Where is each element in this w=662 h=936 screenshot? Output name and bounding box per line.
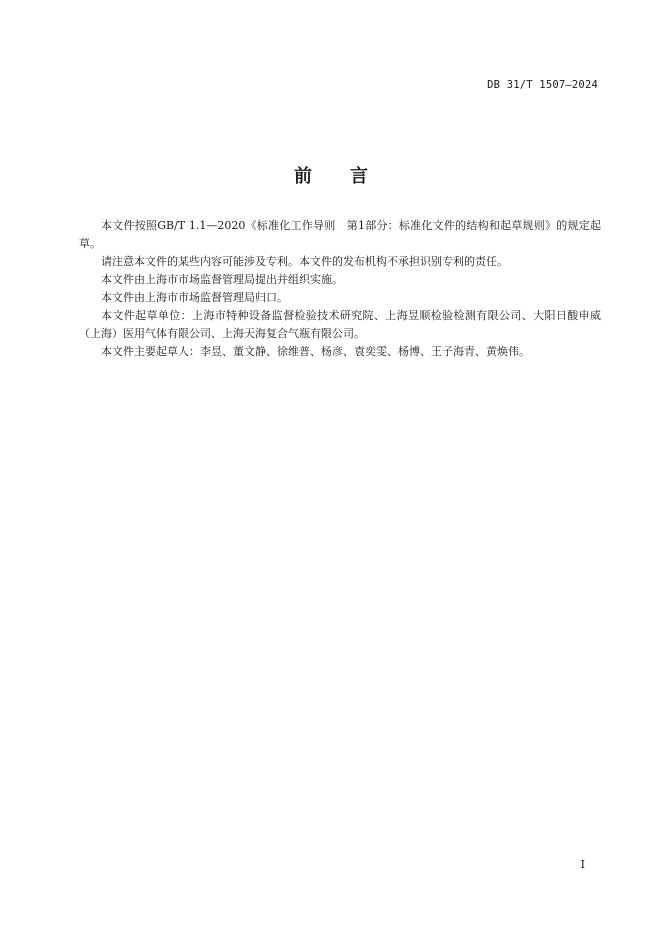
page-number: I xyxy=(580,858,585,871)
paragraph-drafting-basis: 本文件按照GB/T 1.1—2020《标准化工作导则 第1部分：标准化文件的结构和起草规则》的规定起草。 xyxy=(79,219,601,250)
title-char-2: 言 xyxy=(350,166,368,187)
title-char-1: 前 xyxy=(294,166,312,187)
paragraph-patent-notice: 请注意本文件的某些内容可能涉及专利。本文件的发布机构不承担识别专利的责任。 xyxy=(101,255,508,268)
paragraph-drafting-units: 本文件起草单位：上海市特种设备监督检验技术研究院、上海昱顺检验检测有限公司、大阳日酸申威（上海）医用气体有限公司、上海天海复合气瓶有限公司。 xyxy=(79,309,601,340)
paragraph-drafters: 本文件主要起草人：李昱、董文静、徐维普、杨彦、袁奕雯、杨博、王子海青、黄焕伟。 xyxy=(101,345,530,358)
page-title xyxy=(0,162,662,188)
document-code: DB 31/T 1507—2024 xyxy=(487,79,598,91)
paragraph-administrator: 本文件由上海市市场监督管理局归口。 xyxy=(101,291,288,304)
paragraph-proposer: 本文件由上海市市场监督管理局提出并组织实施。 xyxy=(101,273,343,286)
foreword-body xyxy=(79,217,601,361)
